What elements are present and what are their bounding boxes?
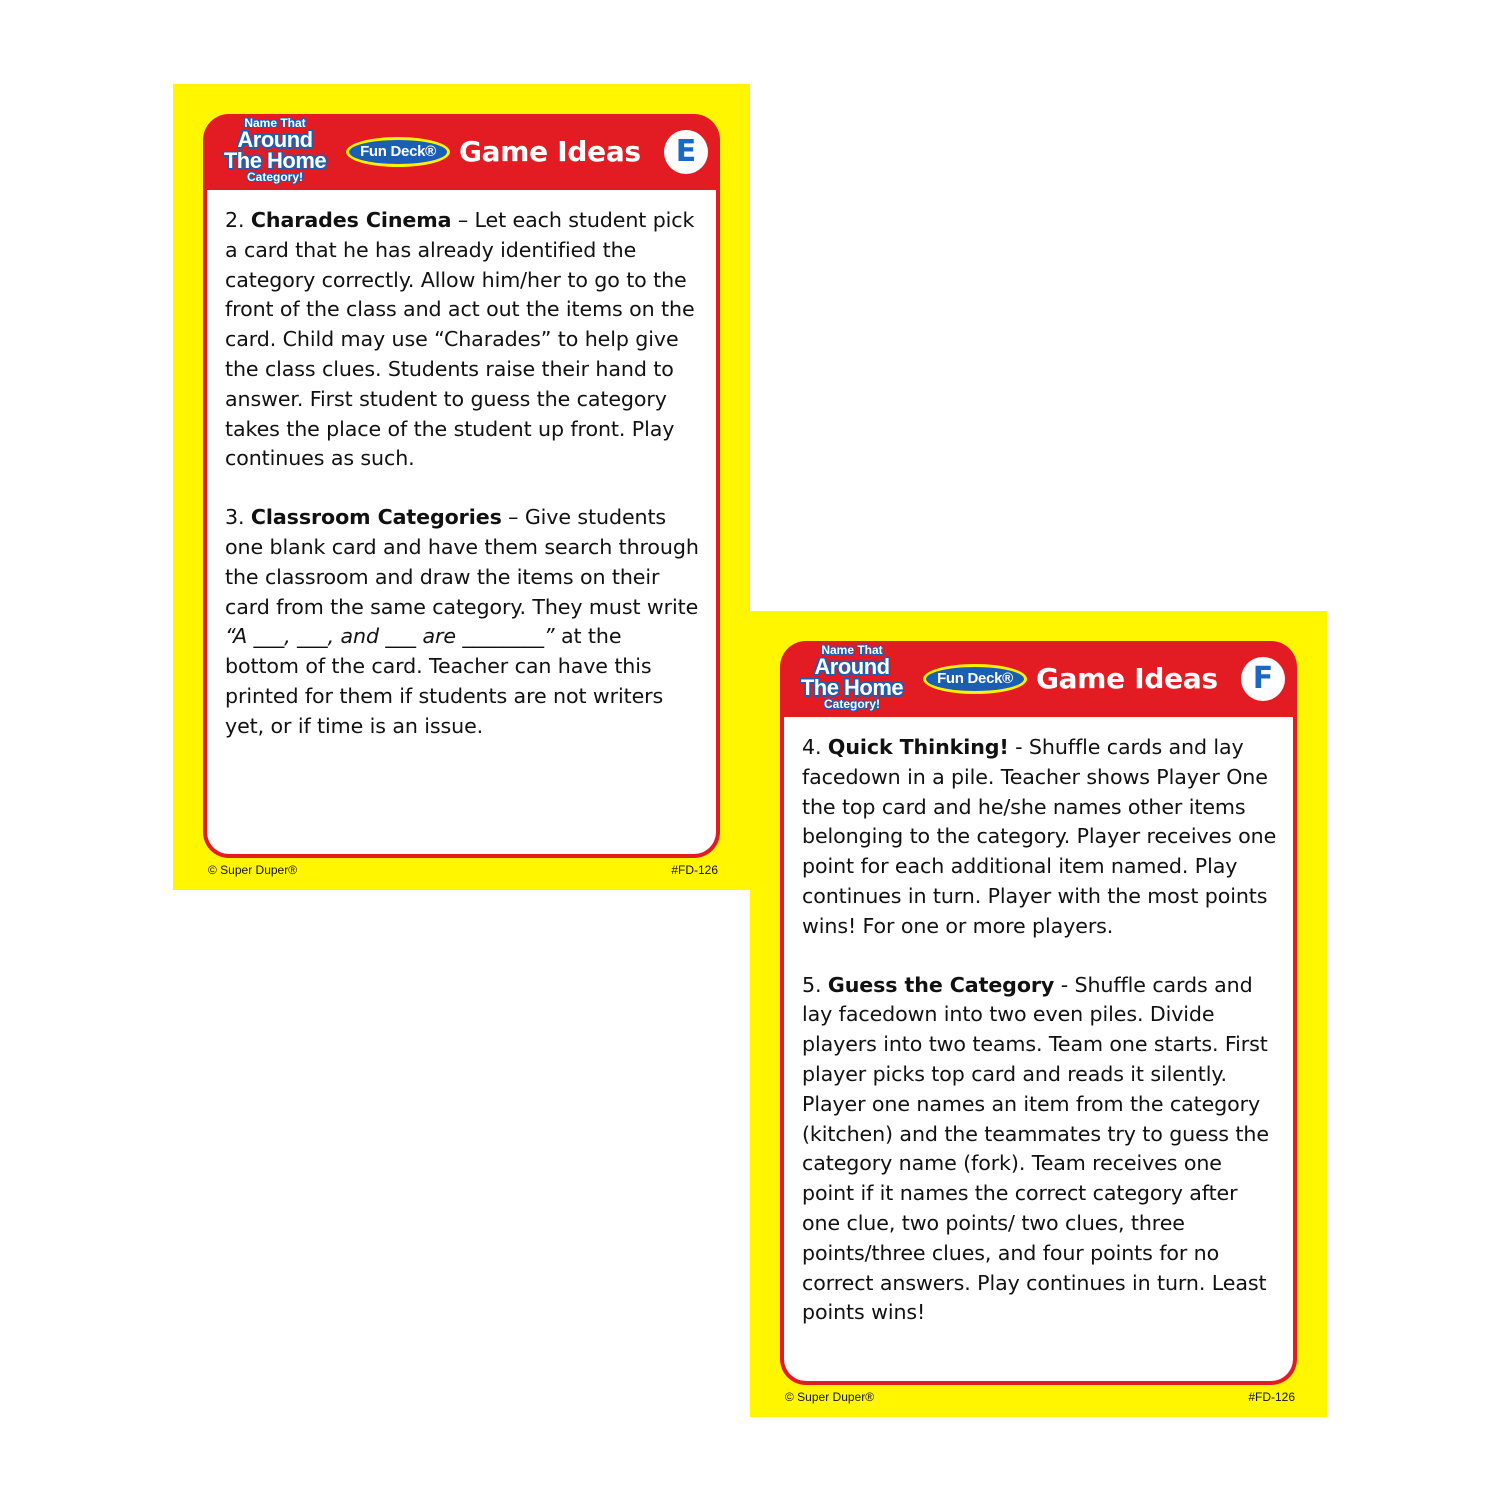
card-title: Game Ideas <box>1036 662 1218 695</box>
item-text: Shuffle cards and lay facedown in a pile. Teacher shows Player One the top card and he/she names other items belonging to the category. Player receives one point for each additional item named. Play continues in turn. Player with the most points wins! For one or more players. <box>802 735 1277 938</box>
card-frame <box>203 114 720 858</box>
item-heading: Quick Thinking! <box>827 735 1009 759</box>
logo-line-1: Name That <box>244 116 306 130</box>
item-text: Give students one blank card and have them search through the classroom and draw the items on their card from the same category. They must write <box>225 505 699 619</box>
item-number: 2. <box>225 208 245 232</box>
fun-deck-badge <box>923 664 1027 694</box>
item-text-after: at the bottom of the card. Teacher can have this printed for them if students are not writers yet, or if time is an issue. <box>225 624 664 738</box>
product-code-footer: #FD-126 <box>1248 1390 1295 1404</box>
card-frame <box>780 641 1297 1385</box>
game-item <box>802 971 1277 1329</box>
item-separator: - <box>1054 972 1075 997</box>
around-the-home-logo <box>211 117 339 187</box>
game-item <box>225 503 700 741</box>
item-heading: Charades Cinema <box>250 208 452 232</box>
item-heading: Classroom Categories <box>250 505 502 530</box>
logo-line-4: Category! <box>823 697 880 711</box>
game-item <box>802 733 1277 942</box>
copyright-footer: © Super Duper® <box>208 863 298 877</box>
card-body <box>207 190 716 854</box>
logo-line-2: Around <box>237 127 313 152</box>
fun-deck-badge <box>346 137 450 167</box>
card-body <box>784 717 1293 1381</box>
copyright-footer: © Super Duper® <box>785 1390 875 1404</box>
logo-line-4: Category! <box>246 170 303 184</box>
item-text: Shuffle cards and lay facedown into two even piles. Divide players into two teams. Team one starts. First player picks top card and reads it silently. Player one names an item from the category (kitchen) and the teammates try to guess the category name (fork). Team receives one point if it names the correct category after one clue, two points/ two clues, three points/three clues, and four points for no correct answers. Play continues in turn. Least points wins! <box>802 972 1269 1325</box>
fun-deck-label: Fun Deck® <box>926 667 1024 691</box>
fun-deck-label: Fun Deck® <box>349 140 447 164</box>
item-separator: – <box>451 208 475 232</box>
item-number: 3. <box>225 505 245 530</box>
around-the-home-logo <box>788 644 916 714</box>
card-title: Game Ideas <box>459 135 641 168</box>
item-text: Let each student pick a card that he has already identified the category correctly. Allow him/her to go to the front of the class and act out the items on the card. Child may use “Charades” to help give the class clues. Students raise their hand to answer. First student to guess the category takes the place of the student up front. Play continues as such. <box>225 208 695 471</box>
card-letter-badge: F <box>1241 657 1285 701</box>
item-number: 5. <box>802 972 822 997</box>
item-italic-text: “A ___, ___, and ___ are ________” <box>225 624 555 649</box>
logo-line-2: Around <box>814 654 890 679</box>
card-letter-badge: E <box>664 130 708 174</box>
game-ideas-card-e <box>173 84 750 890</box>
logo-line-3: The Home <box>800 675 904 700</box>
game-item <box>225 206 700 474</box>
game-ideas-card-f <box>750 611 1327 1417</box>
item-separator: - <box>1008 735 1029 759</box>
logo-line-3: The Home <box>223 148 327 173</box>
card-header <box>203 114 720 190</box>
item-separator: – <box>501 505 525 530</box>
item-number: 4. <box>802 735 822 759</box>
product-code-footer: #FD-126 <box>671 863 718 877</box>
card-header <box>780 641 1297 717</box>
logo-line-1: Name That <box>821 643 883 657</box>
item-heading: Guess the Category <box>827 972 1055 997</box>
